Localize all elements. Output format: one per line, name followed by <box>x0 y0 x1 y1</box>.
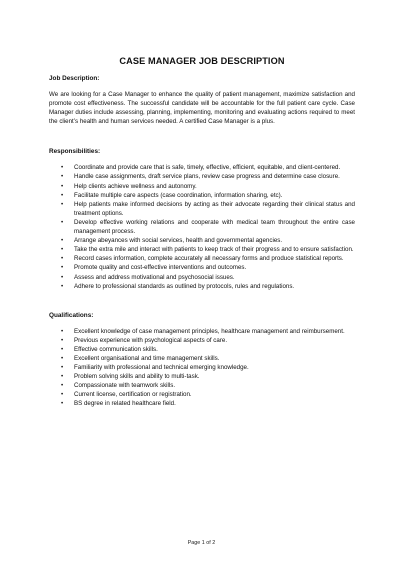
responsibility-item-text: Promote quality and cost-effective interventions and outcomes. <box>74 264 247 272</box>
qualification-item-text: Excellent knowledge of case management principles, healthcare management and reimbursement. <box>74 327 345 335</box>
responsibility-item <box>49 163 355 172</box>
bullet-icon: • <box>61 164 64 172</box>
responsibility-item <box>49 273 355 282</box>
bullet-icon: • <box>61 345 64 353</box>
qualification-item-text: Familiarity with professional and technical emerging knowledge. <box>74 364 249 372</box>
responsibility-item <box>49 200 355 218</box>
qualification-item <box>49 381 355 390</box>
bullet-icon: • <box>61 255 64 263</box>
qualifications-heading: Qualifications: <box>49 311 94 319</box>
responsibility-item <box>49 236 355 245</box>
bullet-icon: • <box>61 246 64 254</box>
responsibility-item-text: Handle case assignments, draft service plans, review case progress and determine case closure. <box>74 173 340 181</box>
qualification-item-text: Effective communication skills. <box>74 345 158 353</box>
bullet-icon: • <box>61 273 64 281</box>
responsibility-item <box>49 218 355 236</box>
bullet-icon: • <box>61 336 64 344</box>
bullet-icon: • <box>61 382 64 390</box>
qualification-item-text: Current license, certification or registration. <box>74 391 192 399</box>
responsibility-item-text: Develop effective working relations and cooperate with medical team throughout the entire case management process. <box>74 218 355 236</box>
bullet-icon: • <box>61 373 64 381</box>
bullet-icon: • <box>61 182 64 190</box>
qualification-item <box>49 354 355 363</box>
responsibility-item-text: Adhere to professional standards as outlined by protocols, rules and regulations. <box>74 282 295 290</box>
responsibility-item <box>49 282 355 291</box>
responsibility-item-text: Arrange abeyances with social services, health and governmental agencies. <box>74 237 283 245</box>
qualification-item-text: Problem solving skills and ability to multi-task. <box>74 373 200 381</box>
responsibility-item <box>49 254 355 263</box>
qualification-item-text: Compassionate with teamwork skills. <box>74 382 176 390</box>
responsibility-item <box>49 245 355 254</box>
responsibilities-heading: Responsibilities: <box>49 148 101 156</box>
bullet-icon: • <box>61 354 64 362</box>
responsibility-item-text: Assess and address motivational and psychosocial issues. <box>74 273 235 281</box>
bullet-icon: • <box>61 364 64 372</box>
bullet-icon: • <box>61 191 64 199</box>
document-title: CASE MANAGER JOB DESCRIPTION <box>119 56 285 66</box>
responsibilities-list <box>49 163 355 290</box>
responsibility-item-text: Record cases information, complete accurately all necessary forms and produce statistical reports. <box>74 255 344 263</box>
page-footer: Page 1 of 2 <box>187 540 216 546</box>
qualification-item <box>49 336 355 345</box>
bullet-icon: • <box>61 391 64 399</box>
qualification-item <box>49 327 355 336</box>
responsibility-item-text: Help patients make informed decisions by acting as their advocate regarding their clinical status and treatment options. <box>74 200 355 217</box>
responsibility-item-text: Facilitate multiple care aspects (case coordination, information sharing, etc). <box>74 191 283 199</box>
responsibility-item-text: Coordinate and provide care that is safe, timely, effective, efficient, equitable, and client-centered. <box>74 164 341 172</box>
qualification-item <box>49 372 355 381</box>
responsibility-item-text: Help clients achieve wellness and autonomy. <box>74 182 197 190</box>
bullet-icon: • <box>61 282 64 290</box>
bullet-icon: • <box>61 218 64 226</box>
qualification-item-text: Previous experience with psychological aspects of care. <box>74 336 228 344</box>
responsibility-item <box>49 182 355 191</box>
qualification-item-text: Excellent organisational and time management skills. <box>74 354 220 362</box>
responsibility-item <box>49 172 355 181</box>
job-description-paragraph: We are looking for a Case Manager to enhance the quality of patient management, maximize satisfaction and promote cost effectiveness. The successful candidate will be accountable for the full patient care cycle. Case Manager duties include assessing, planning, implementing, monitoring and evaluating actions required to meet the client’s health and human services needed. A certified Case Manager is a plus. <box>49 91 355 126</box>
qualification-item-text: BS degree in related healthcare field. <box>74 400 176 408</box>
bullet-icon: • <box>61 400 64 408</box>
qualification-item <box>49 390 355 399</box>
bullet-icon: • <box>61 200 64 208</box>
bullet-icon: • <box>61 264 64 272</box>
responsibility-item <box>49 191 355 200</box>
bullet-icon: • <box>61 237 64 245</box>
qualifications-list <box>49 327 355 409</box>
job-description-heading: Job Description: <box>49 75 100 82</box>
qualification-item <box>49 363 355 372</box>
responsibility-item-text: Take the extra mile and interact with patients to keep track of their progress and to ensure satisfaction. <box>74 246 354 254</box>
bullet-icon: • <box>61 327 64 335</box>
qualification-item <box>49 345 355 354</box>
qualification-item <box>49 399 355 408</box>
responsibility-item <box>49 263 355 272</box>
bullet-icon: • <box>61 173 64 181</box>
